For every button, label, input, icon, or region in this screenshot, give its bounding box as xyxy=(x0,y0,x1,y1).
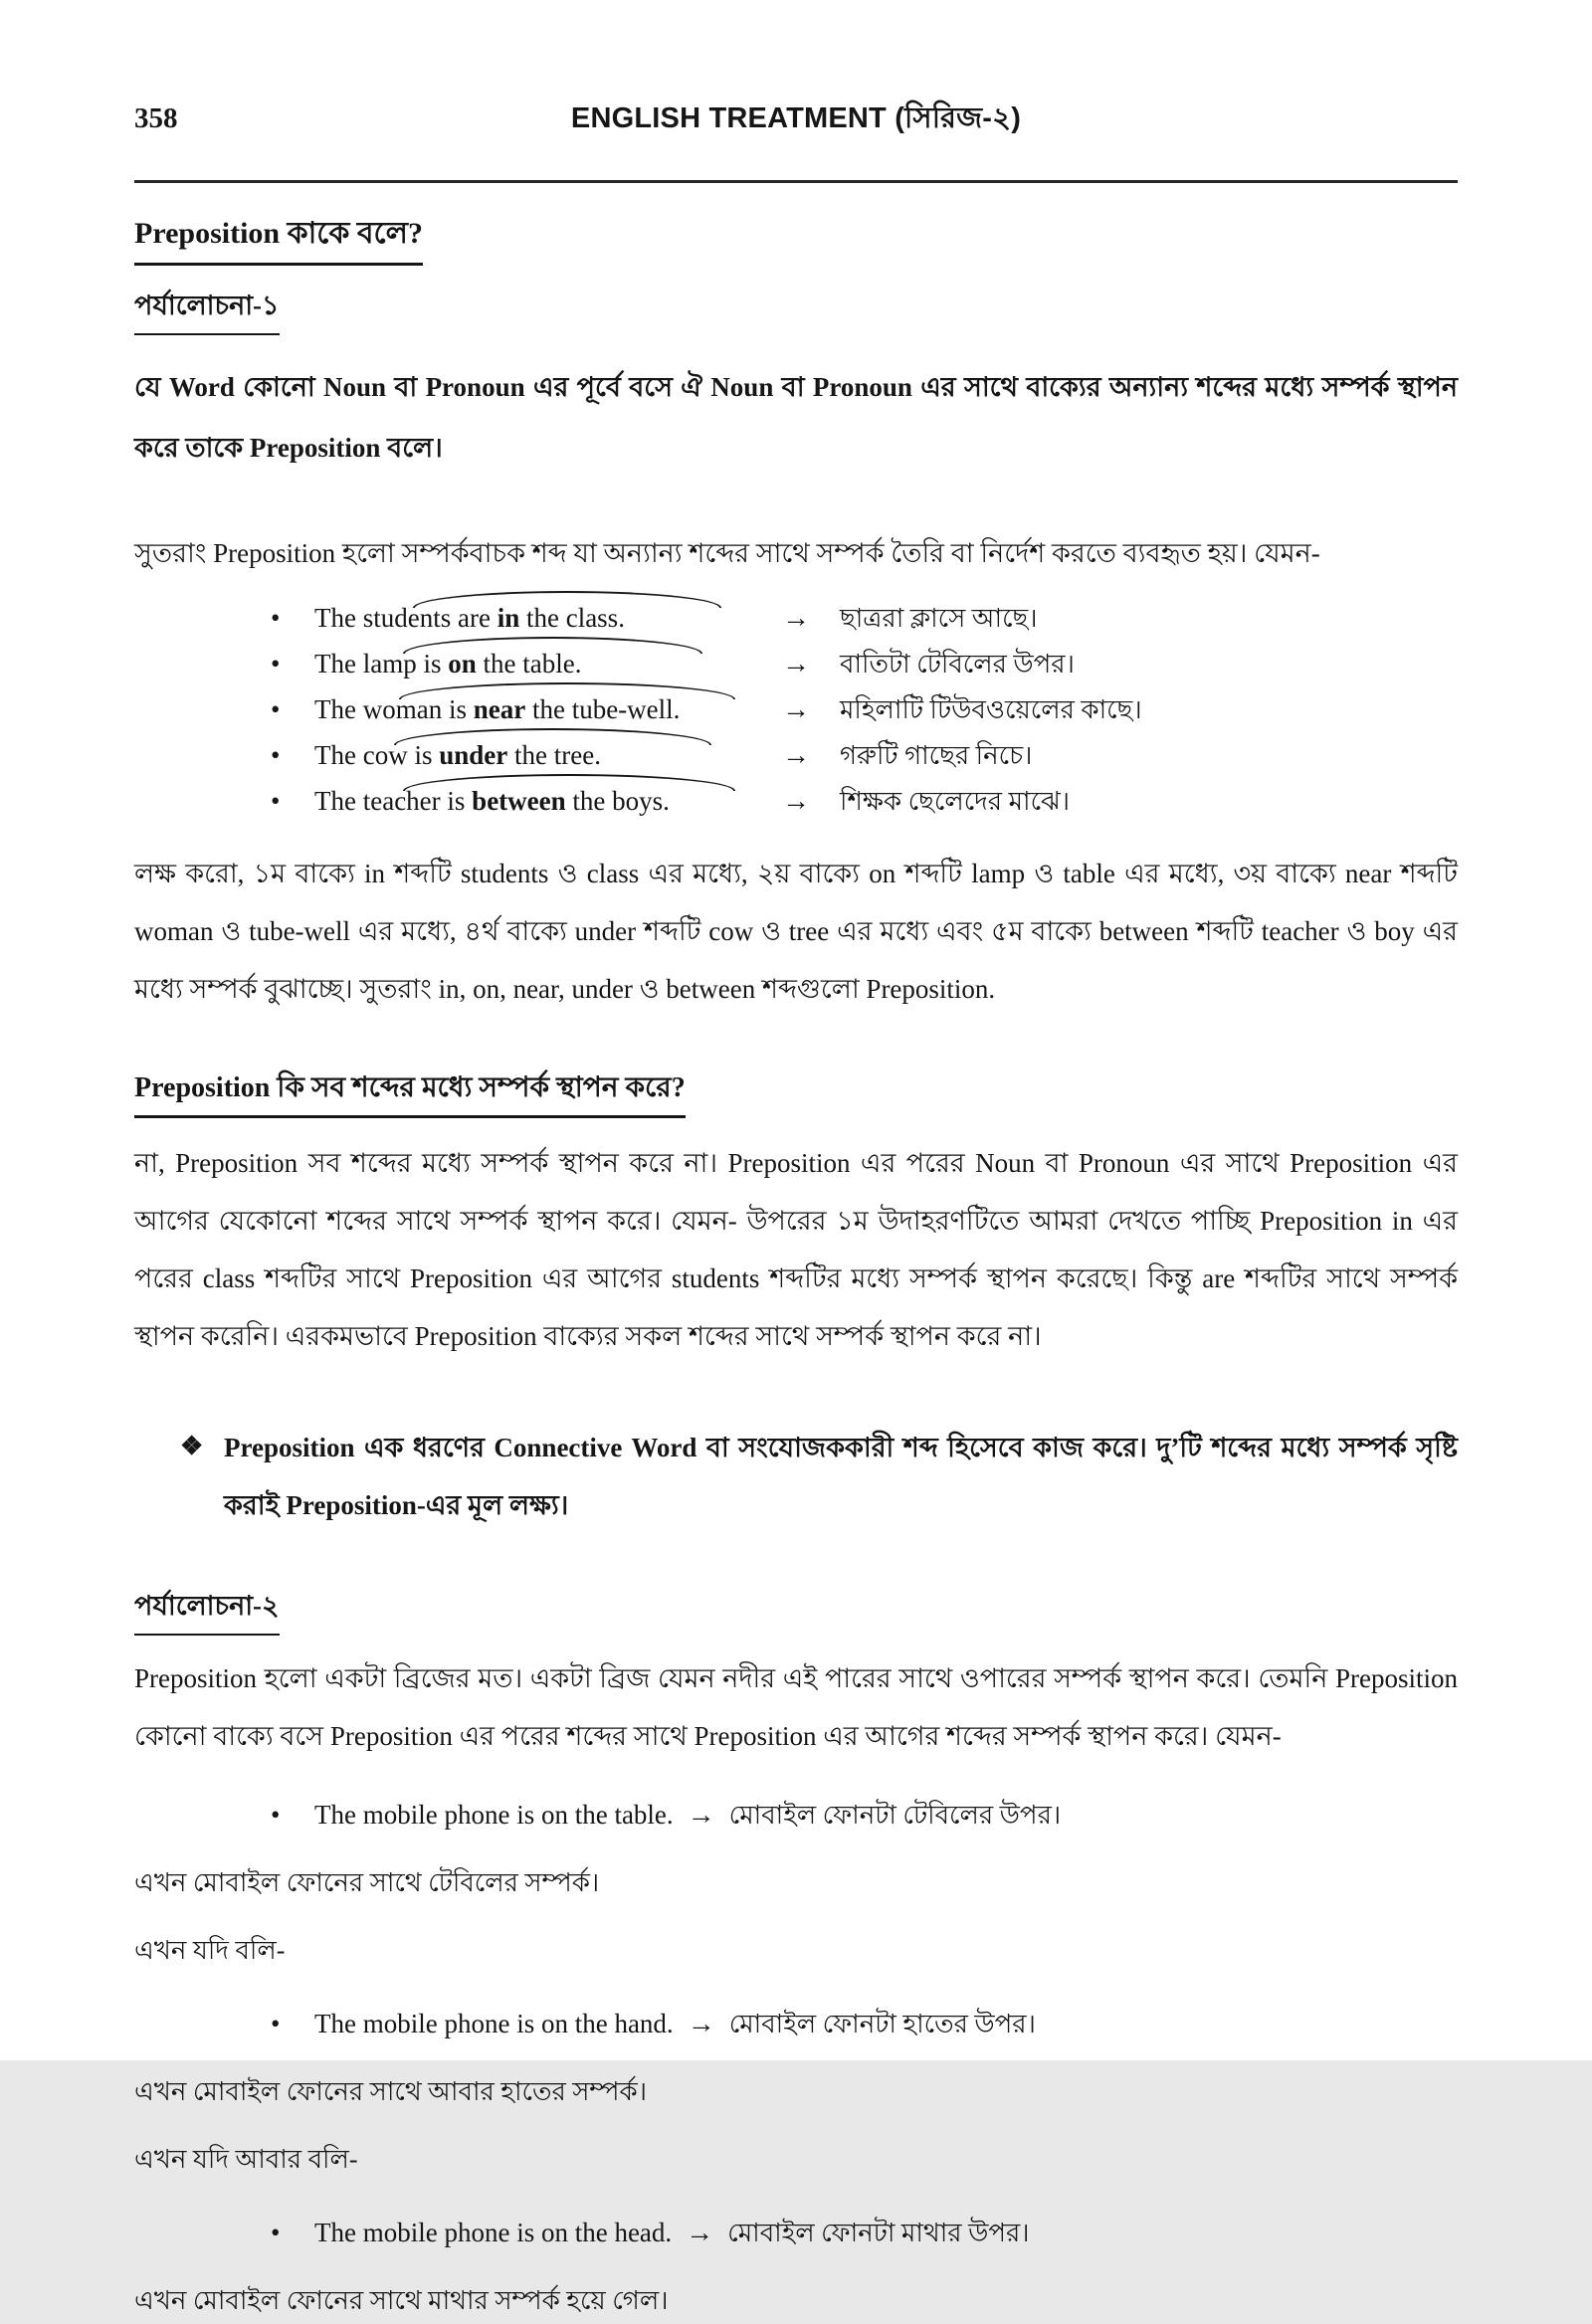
example-english xyxy=(314,603,782,634)
review-2-label: পর্যালোচনা-২ xyxy=(134,1586,280,1636)
example-bengali: গরুটি গাছের নিচে। xyxy=(840,740,1033,770)
mobile-example-bengali: মোবাইল ফোনটা টেবিলের উপর। xyxy=(728,1801,1062,1831)
page-number: 358 xyxy=(134,102,178,134)
example-item-4 xyxy=(271,735,1458,781)
bullet-icon: • xyxy=(271,2009,281,2039)
header-divider xyxy=(134,180,1458,183)
mobile-example-bengali: মোবাইল ফোনটা হাতের উপর। xyxy=(728,2010,1036,2039)
mobile-example-english: The mobile phone is on the head. xyxy=(314,2218,673,2248)
mobile-example-bengali: মোবাইল ফোনটা মাথার উপর। xyxy=(727,2219,1030,2248)
text-segment: the tree. xyxy=(507,739,601,770)
bullet-icon: • xyxy=(271,1800,281,1831)
example-item-2 xyxy=(271,644,1458,689)
definition-paragraph: যে Word কোনো Noun বা Pronoun এর পূর্বে বসে ঐ Noun বা Pronoun এর সাথে বাক্যের অন্যান্য শব্দের মধ্যে সম্পর্ক স্থাপন করে তাকে Preposition বলে। xyxy=(134,372,1458,463)
text-segment: The lamp is xyxy=(314,648,449,678)
arrow-icon: → xyxy=(782,693,810,725)
example-bengali: ছাত্ররা ক্লাসে আছে। xyxy=(840,603,1038,633)
analysis-paragraph: লক্ষ করো, ১ম বাক্যে in শব্দটি students ও class এর মধ্যে, ২য় বাক্যে on শব্দটি lamp ও table এর মধ্যে, ৩য় বাক্যে near শব্দটি woman ও tube-well এর মধ্যে, ৪র্থ বাক্যে under শব্দটি cow ও tree এর মধ্যে এবং ৫ম বাক্যে between শব্দটি teacher ও boy এর মধ্যে সম্পর্ক বুঝাচ্ছে। সুতরাং in, on, near, under ও between শব্দগুলো Preposition. xyxy=(134,858,1458,1004)
hand-relation-note: এখন মোবাইল ফোনের সাথে আবার হাতের সম্পর্ক। xyxy=(134,2077,648,2107)
text-segment: the tube-well. xyxy=(525,693,681,724)
text-segment: The students are xyxy=(314,602,498,633)
example-bengali: বাতিটা টেবিলের উপর। xyxy=(840,649,1075,678)
head-relation-note: এখন মোবাইল ফোনের সাথে মাথার সম্পর্ক হয়ে গেল। xyxy=(134,2286,669,2316)
relation-paragraph: সুতরাং Preposition হলো সম্পর্কবাচক শব্দ যা অন্যান্য শব্দের সাথে সম্পর্ক তৈরি বা নির্দেশ করতে ব্যবহৃত হয়। যেমন- xyxy=(134,537,1320,568)
text-segment: the class. xyxy=(519,602,625,633)
example-item-5 xyxy=(271,781,1458,827)
connective-note-text: Preposition এক ধরণের Connective Word বা সংযোজককারী শব্দ হিসেবে কাজ করে। দু’টি শব্দের মধ্যে সম্পর্ক সৃষ্টি করাই Preposition-এর মূল লক্ষ্য। xyxy=(224,1432,1458,1520)
arrow-icon: → xyxy=(687,1800,715,1832)
arrow-icon: → xyxy=(687,2009,715,2040)
example-bengali: শিক্ষক ছেলেদের মাঝে। xyxy=(840,786,1071,816)
mobile-example-1 xyxy=(134,1795,1458,1839)
bridge-paragraph: Preposition হলো একটা ব্রিজের মত। একটা ব্রিজ যেমন নদীর এই পারের সাথে ওপারের সম্পর্ক স্থাপন করে। তেমনি Preposition কোনো বাক্যে বসে Preposition এর পরের শব্দের সাথে Preposition এর আগের শব্দের সম্পর্ক স্থাপন করে। যেমন- xyxy=(134,1662,1458,1752)
arrow-icon: → xyxy=(782,739,810,771)
page-header xyxy=(134,96,1458,144)
text-segment: between xyxy=(472,785,566,816)
bullet-icon: • xyxy=(271,693,281,724)
bullet-icon: • xyxy=(271,785,281,816)
text-segment: in xyxy=(497,602,520,633)
table-relation-note: এখন মোবাইল ফোনের সাথে টেবিলের সম্পর্ক। xyxy=(134,1868,600,1898)
connection-arc xyxy=(413,591,721,608)
mobile-example-english: The mobile phone is on the hand. xyxy=(314,2009,674,2039)
section-title-scope: Preposition কি সব শব্দের মধ্যে সম্পর্ক স্থাপন করে? xyxy=(134,1065,686,1118)
lead-line-1: এখন যদি বলি- xyxy=(134,1936,286,1966)
example-english xyxy=(314,694,782,725)
example-english xyxy=(314,649,782,679)
lead-line-2: এখন যদি আবার বলি- xyxy=(134,2145,358,2175)
scope-answer-paragraph: না, Preposition সব শব্দের মধ্যে সম্পর্ক স্থাপন করে না। Preposition এর পরের Noun বা Pronoun এর সাথে Preposition এর আগের যেকোনো শব্দের সাথে সম্পর্ক স্থাপন করে। যেমন- উপরের ১ম উদাহরণটিতে আমরা দেখতে পাচ্ছি Preposition in এর পরের class শব্দটির সাথে Preposition এর আগের students শব্দটির মধ্যে সম্পর্ক স্থাপন করেছে। কিন্তু are শব্দটির সাথে সম্পর্ক স্থাপন করেনি। এরকমভাবে Preposition বাক্যের সকল শব্দের সাথে সম্পর্ক স্থাপন করে না। xyxy=(134,1147,1458,1351)
diamond-bullet-icon: ❖ xyxy=(180,1431,204,1460)
example-item-1 xyxy=(271,598,1458,644)
mobile-example-3 xyxy=(134,2213,1458,2256)
text-segment: near xyxy=(473,693,526,724)
connective-word-note xyxy=(134,1419,1458,1534)
example-item-3 xyxy=(271,689,1458,735)
bullet-icon: • xyxy=(271,739,281,770)
text-segment: The teacher is xyxy=(314,785,473,816)
example-english xyxy=(314,786,782,817)
bullet-icon: • xyxy=(271,2218,281,2248)
mobile-example-2 xyxy=(134,2004,1458,2047)
section-title-preposition-definition: Preposition কাকে বলে? xyxy=(134,209,423,266)
header-title: ENGLISH TREATMENT (সিরিজ-২) xyxy=(570,102,1022,134)
example-bengali: মহিলাটি টিউবওয়েলের কাছে। xyxy=(840,694,1142,724)
text-segment: on xyxy=(448,648,477,678)
mobile-example-english: The mobile phone is on the table. xyxy=(314,1800,674,1831)
arrow-icon: → xyxy=(782,785,810,817)
bullet-icon: • xyxy=(271,648,281,678)
arrow-icon: → xyxy=(782,602,810,634)
review-1-label: পর্যালোচনা-১ xyxy=(134,286,280,335)
example-english xyxy=(314,740,782,771)
bullet-icon: • xyxy=(271,602,281,633)
text-segment: The cow is xyxy=(314,739,440,770)
preposition-example-list xyxy=(134,598,1458,827)
text-segment: the table. xyxy=(476,648,582,678)
arrow-icon: → xyxy=(782,648,810,679)
arrow-icon: → xyxy=(686,2218,714,2249)
text-segment: the boys. xyxy=(565,785,670,816)
text-segment: under xyxy=(439,739,508,770)
text-segment: The woman is xyxy=(314,693,474,724)
